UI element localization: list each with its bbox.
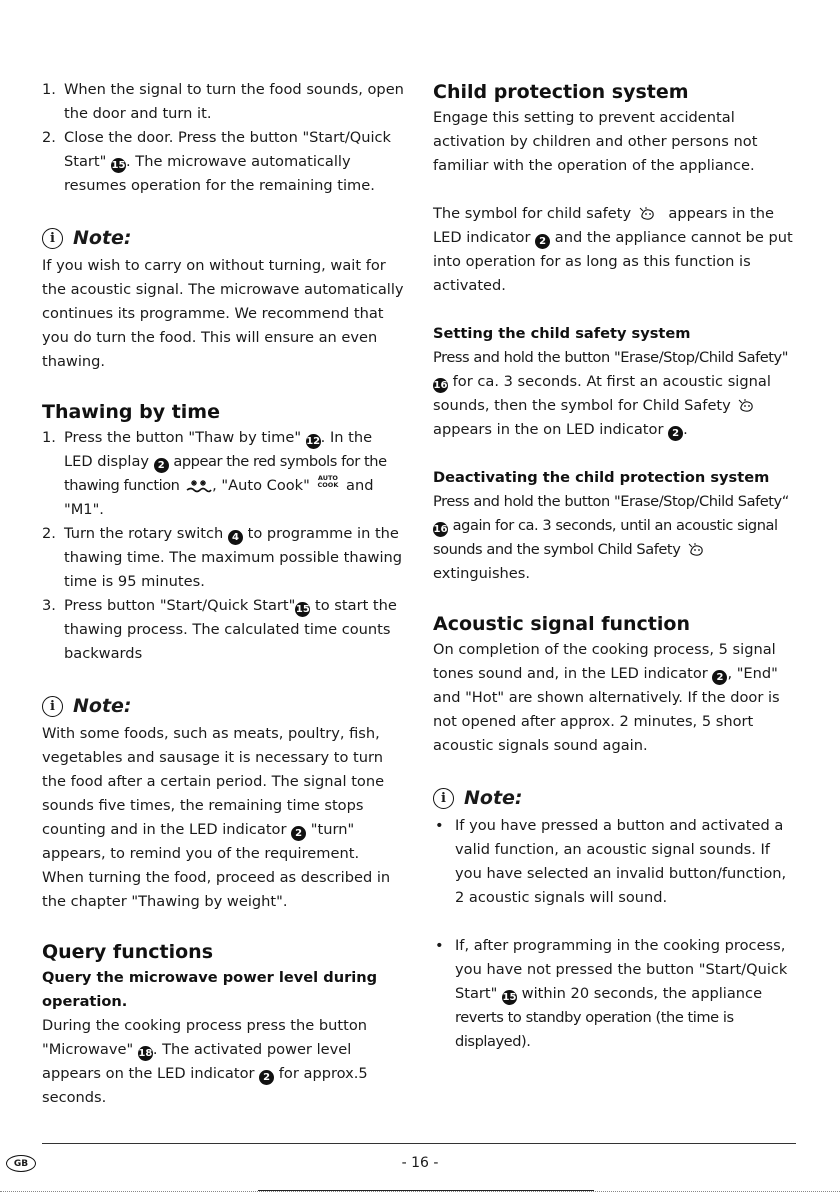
step-text: Close the door. Press the button "Start/Quick Start" — [64, 129, 391, 170]
query-text: During the cooking process press the button "Microwave" 18. The activated power level appears on the LED indicator 2 for approx.5 seconds. — [42, 1017, 368, 1106]
child-symbol-text: The symbol for child safety appears in the LED indicator 2 and the appliance cannot be put into operation for as long as this function is activated. — [433, 205, 793, 294]
list-item: 2. Close the door. Press the button "Start/Quick Start" 15. The microwave automatically resumes operation for the remaining time. — [42, 129, 391, 194]
child-safety-icon — [735, 398, 763, 414]
list-spacer — [433, 910, 799, 934]
acoustic-text: On completion of the cooking process, 5 signal tones sound and, in the LED indicator 2 , "End" and "Hot" are shown alternatively. If the door is not opened after approx. 2 minutes, 5 short acoustic signals sound again. — [433, 641, 780, 754]
button-number-badge: 18 — [138, 1048, 153, 1059]
button-number-badge: 16 — [433, 380, 448, 391]
child-safety-icon — [685, 542, 713, 558]
section-heading-query: Query functions — [42, 941, 213, 963]
list-item: • If you have pressed a button and activated a valid function, an acoustic signal sounds. If you have selected an invalid button/function, 2 acoustic signals will sound. — [435, 817, 787, 906]
step-text: When the signal to turn the food sounds, open the door and turn it. — [64, 81, 404, 122]
list-item: • If, after programming in the cooking process, you have not pressed the button "Start/Quick Start" 15 within 20 seconds, the appliance reverts to standby operation (the time is displayed). — [435, 937, 788, 1050]
section-heading-thawing: Thawing by time — [42, 401, 220, 423]
display-number-badge: 2 — [154, 458, 169, 473]
child-intro-text: Engage this setting to prevent accidental activation by children and other persons not familiar with the operation of the appliance. — [433, 109, 758, 174]
list-item: 3. Press button "Start/Quick Start"15 to start the thawing process. The calculated time counts backwards — [42, 597, 397, 662]
right-column — [433, 78, 799, 1054]
list-item: 1. Press the button "Thaw by time" 12. In the LED display 2 appear the red symbols for the thawing function , "Auto Cook" AUTO COOK and "M1". — [42, 429, 387, 518]
subheading-deactivating-child-protection: Deactivating the child protection system — [433, 469, 770, 486]
display-number-badge: 2 — [668, 426, 683, 441]
deactivating-text: Press and hold the button "Erase/Stop/Child Safety“ 16 again for ca. 3 seconds, until an acoustic signal sounds and the symbol Child Safety extinguishes. — [433, 493, 789, 582]
note-text: If you wish to carry on without turning, wait for the acoustic signal. The microwave automatically continues its programme. We recommend that you do turn the food. This will ensure an even thawing. — [42, 257, 404, 370]
bottom-edge-bar — [258, 1190, 594, 1191]
list-item: 1. When the signal to turn the food sounds, open the door and turn it. — [42, 81, 404, 122]
display-number-badge: 2 — [712, 670, 727, 685]
display-number-badge: 2 — [291, 826, 306, 841]
subheading-query-power: Query the microwave power level during operation. — [42, 969, 378, 1010]
section-heading-child-protection: Child protection system — [433, 81, 689, 103]
note-heading: i Note: — [433, 782, 799, 814]
list-item: 2. Turn the rotary switch 4 to programme in the thawing time. The maximum possible thawing time is 95 minutes. — [42, 525, 403, 590]
info-icon: i — [42, 696, 63, 717]
info-icon: i — [42, 228, 63, 249]
button-number-badge: 15 — [502, 992, 517, 1003]
footer-rule — [42, 1143, 796, 1144]
setting-child-safety-text: Press and hold the button "Erase/Stop/Child Safety" 16 for ca. 3 seconds. At first an acoustic signal sounds, then the symbol for Child Safety appears in the on LED indicator 2 . — [433, 349, 789, 439]
note-heading: i Note: — [42, 690, 404, 722]
button-number-badge: 16 — [433, 524, 448, 535]
country-badge: GB — [6, 1155, 36, 1172]
section-heading-acoustic-signal: Acoustic signal function — [433, 613, 690, 635]
bottom-edge-dots — [0, 1191, 840, 1192]
rotary-switch-badge: 4 — [228, 530, 243, 545]
child-safety-icon — [636, 206, 664, 222]
note-text: With some foods, such as meats, poultry, fish, vegetables and sausage it is necessary to turn the food after a certain period. The signal tone sounds five times, the remaining time stops counting and in the LED indicator 2 "turn" appears, to remind you of the requirement. When turning the food, proceed as described in the chapter "Thawing by weight". — [42, 725, 391, 910]
page-number: - 16 - — [401, 1155, 439, 1171]
note-bullet-list — [433, 814, 799, 1054]
note-heading: i Note: — [42, 222, 404, 254]
step-text: . The microwave automatically resumes operation for the remaining time. — [64, 153, 375, 194]
thaw-steps — [42, 426, 404, 666]
subheading-setting-child-safety: Setting the child safety system — [433, 325, 691, 342]
info-icon: i — [433, 788, 454, 809]
button-number-badge: 15 — [111, 160, 126, 171]
thaw-symbol-icon — [184, 478, 212, 494]
intro-steps — [42, 78, 404, 198]
left-column — [42, 78, 404, 1110]
display-number-badge: 2 — [535, 234, 550, 249]
auto-cook-symbol: AUTO COOK — [317, 474, 339, 489]
button-number-badge: 15 — [295, 604, 310, 615]
button-number-badge: 12 — [306, 436, 321, 447]
display-number-badge: 2 — [259, 1070, 274, 1085]
